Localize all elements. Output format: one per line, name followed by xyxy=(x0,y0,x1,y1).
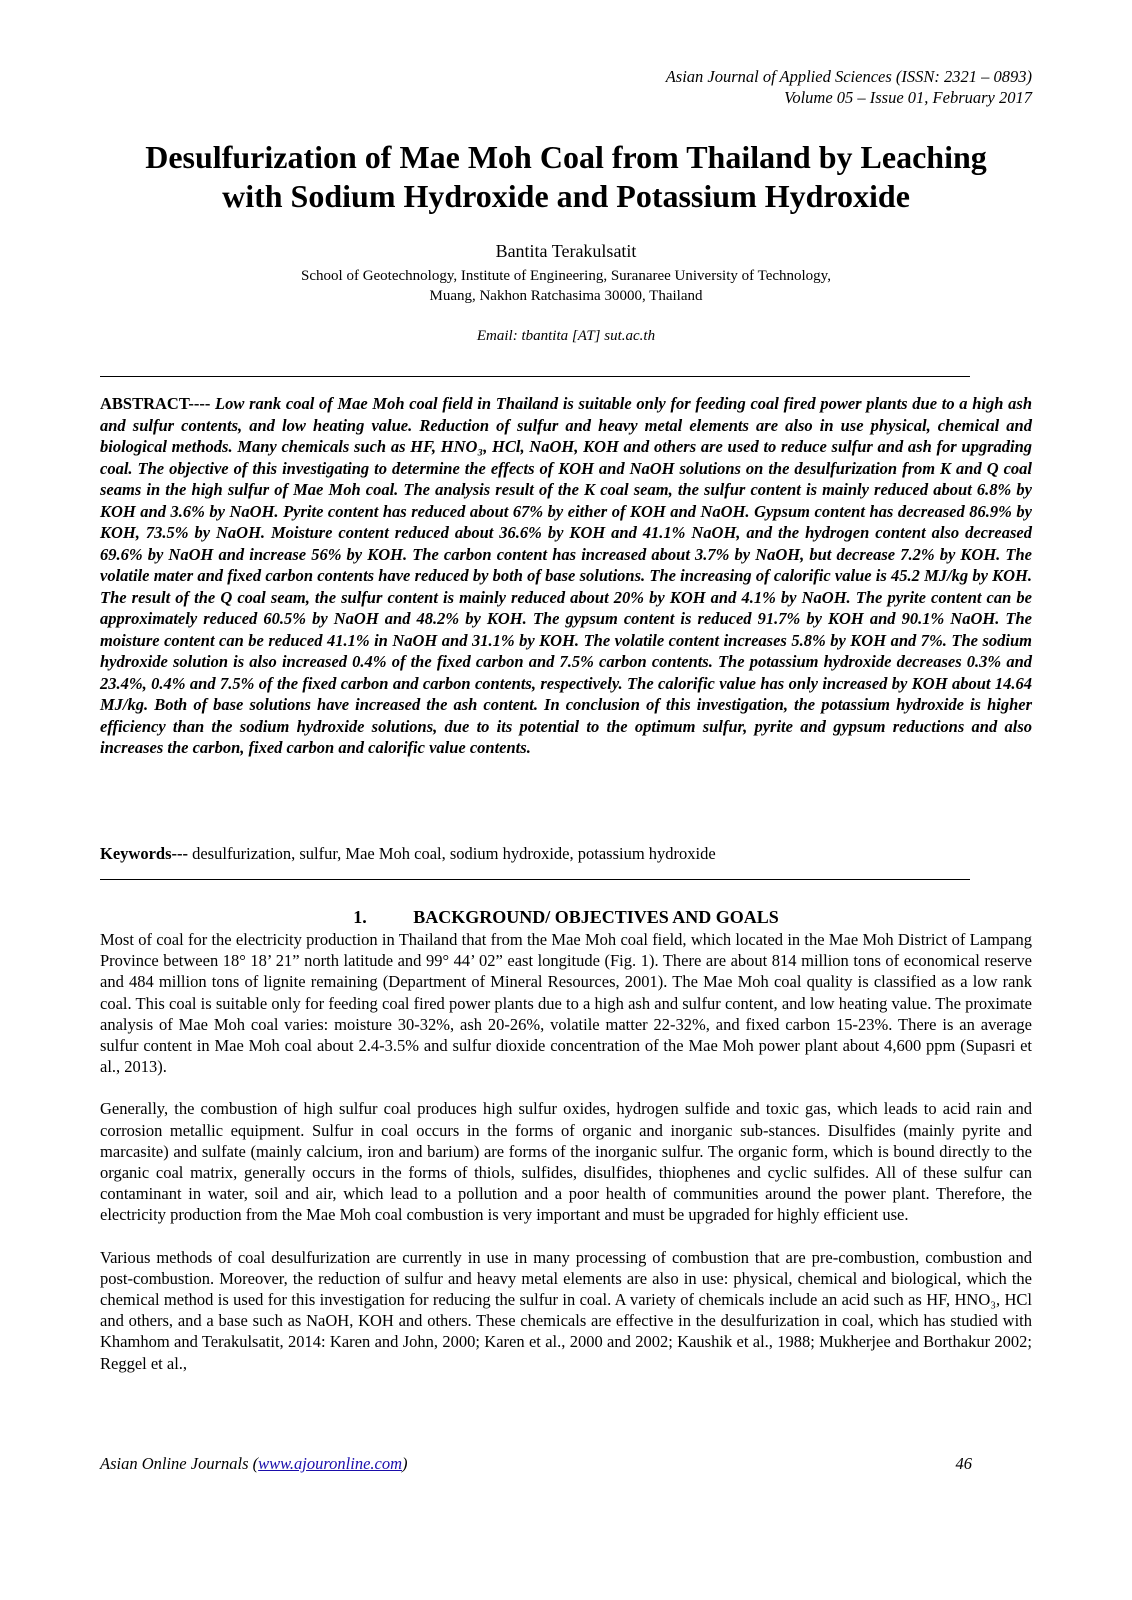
affiliation xyxy=(100,266,1032,306)
divider-bottom xyxy=(100,879,970,880)
section-heading xyxy=(100,906,1032,928)
paper-title xyxy=(100,138,1032,216)
journal-header xyxy=(666,66,1032,108)
page-number: 46 xyxy=(955,1454,972,1473)
abstract-text: Low rank coal of Mae Moh coal field in Thailand is suitable only for feeding coal fired power plants due to a high ash and sulfur contents, and low heating value. Reduction of sulfur and heavy metal elements are also in use physical, chemical and biological methods. Many chemicals such as HF, HNO₃, HCl, NaOH, KOH and others are used to reduce sulfur and ash for upgrading coal. The objective of this investigating to determine the effects of KOH and NaOH solutions on the desulfurization from K and Q coal seams in the high sulfur of Mae Moh coal. The analysis result of the K coal seam, the sulfur content is mainly reduced about 6.8% by KOH and 3.6% by NaOH. Pyrite content has reduced about 67% by either of KOH and NaOH. Gypsum content has decreased 86.9% by KOH, 73.5% by NaOH. Moisture content reduced about 36.6% by KOH and 41.1% NaOH, and the hydrogen content also decreased 69.6% by NaOH and increase 56% by KOH. The carbon content has increased about 3.7% by NaOH, but decrease 7.2% by KOH. The volatile mater and fixed carbon contents have reduced by both of base solutions. The increasing of calorific value is 45.2 MJ/kg by KOH. The result of the Q coal seam, the sulfur content is mainly reduced about 20% by KOH and 4.1% by NaOH. The pyrite content can be approximately reduced 60.5% by NaOH and 48.2% by KOH. The gypsum content is reduced 91.7% by KOH and 90.1% NaOH. The moisture content can be reduced 41.1% in NaOH and 31.1% by KOH. The volatile content increases 5.8% by KOH and 7%. The sodium hydroxide solution is also increased 0.4% of the fixed carbon and 7.5% carbon contents. The potassium hydroxide decreases 0.3% and 23.4%, 0.4% and 7.5% of the fixed carbon and carbon contents, respectively. The calorific value has only increased by KOH about 14.64 MJ/kg. Both of base solutions have increased the ash content. In conclusion of this investigation, the potassium hydroxide is higher efficiency than the sodium hydroxide solutions, due to its potential to the optimum sulfur, pyrite and gypsum reductions and also increases the carbon, fixed carbon and calorific value contents. xyxy=(100,394,1032,757)
author-email: Email: tbantita [AT] sut.ac.th xyxy=(476,328,656,344)
abstract-label: ABSTRACT---- xyxy=(100,394,211,413)
footer-journal-link[interactable]: www.ajouronline.com xyxy=(258,1454,403,1473)
journal-volume: Volume 05 – Issue 01, February 2017 xyxy=(784,88,1032,107)
body-text xyxy=(100,929,1032,1395)
keywords xyxy=(100,843,1032,864)
keywords-label: Keywords--- xyxy=(100,844,188,863)
affiliation-line-1: School of Geotechnology, Institute of Engineering, Suranaree University of Technology, xyxy=(301,268,831,284)
author-name: Bantita Terakulsatit xyxy=(495,241,637,261)
journal-name: Asian Journal of Applied Sciences (ISSN: 2321 – 0893) xyxy=(665,67,1032,86)
title-line-1: Desulfurization of Mae Moh Coal from Thailand by Leaching xyxy=(145,139,987,175)
abstract xyxy=(100,393,1032,759)
footer-suffix: ) xyxy=(402,1454,408,1473)
title-line-2: with Sodium Hydroxide and Potassium Hydroxide xyxy=(222,178,910,214)
page-footer xyxy=(100,1453,1032,1474)
keywords-text: desulfurization, sulfur, Mae Moh coal, sodium hydroxide, potassium hydroxide xyxy=(187,844,716,863)
section-title: BACKGROUND/ OBJECTIVES AND GOALS xyxy=(413,907,779,927)
paragraph-2: Generally, the combustion of high sulfur coal produces high sulfur oxides, hydrogen sulfide and toxic gas, which leads to acid rain and corrosion metallic equipment. Sulfur in coal occurs in the forms of organic and inorganic sub-stances. Disulfides (mainly pyrite and marcasite) and sulfate (mainly calcium, iron and barium) are forms of the inorganic sulfur. The organic form, which is bound directly to the organic coal matrix, generally occurs in the forms of thiols, sulfides, disulfides, thiophenes and cyclic sulfides. All of these sulfur can contaminant in water, soil and air, which lead to a pollution and a poor health of communities around the power plant. Therefore, the electricity production from the Mae Moh coal combustion is very important and must be upgraded for highly efficient use. xyxy=(100,1099,1032,1225)
section-number: 1. xyxy=(353,907,367,927)
divider-top xyxy=(100,376,970,377)
affiliation-line-2: Muang, Nakhon Ratchasima 30000, Thailand xyxy=(429,288,703,304)
footer-prefix: Asian Online Journals ( xyxy=(100,1454,259,1473)
paragraph-1: Most of coal for the electricity production in Thailand that from the Mae Moh coal field, which located in the Mae Moh District of Lampang Province between 18° 18’ 21” north latitude and 99° 44’ 02” east longitude (Fig. 1). There are about 814 million tons of economical reserve and 484 million tons of lignite remaining (Department of Mineral Resources, 2001). The Mae Moh coal quality is classified as a low rank coal. This coal is suitable only for feeding coal fired power plants due to a high ash and sulfur content, and low heating value. The proximate analysis of Mae Moh coal varies: moisture 30-32%, ash 20-26%, volatile matter 22-32%, and fixed carbon 15-23%. There is an average sulfur content in Mae Moh coal about 2.4-3.5% and sulfur dioxide concentration of the Mae Moh power plant about 4,600 ppm (Supasri et al., 2013). xyxy=(100,930,1032,1077)
paragraph-3: Various methods of coal desulfurization are currently in use in many processing of combustion that are pre-combustion, combustion and post-combustion. Moreover, the reduction of sulfur and heavy metal elements are also in use: physical, chemical and biological, which the chemical method is used for this investigation for reducing the sulfur in coal. A variety of chemicals include an acid such as HF, HNO₃, HCl and others, and a base such as NaOH, KOH and others. These chemicals are effective in the desulfurization in coal, which has studied with Khamhom and Terakulsatit, 2014: Karen and John, 2000; Karen et al., 2000 and 2002; Kaushik et al., 1988; Mukherjee and Borthakur 2002; Reggel et al., xyxy=(100,1247,1032,1373)
